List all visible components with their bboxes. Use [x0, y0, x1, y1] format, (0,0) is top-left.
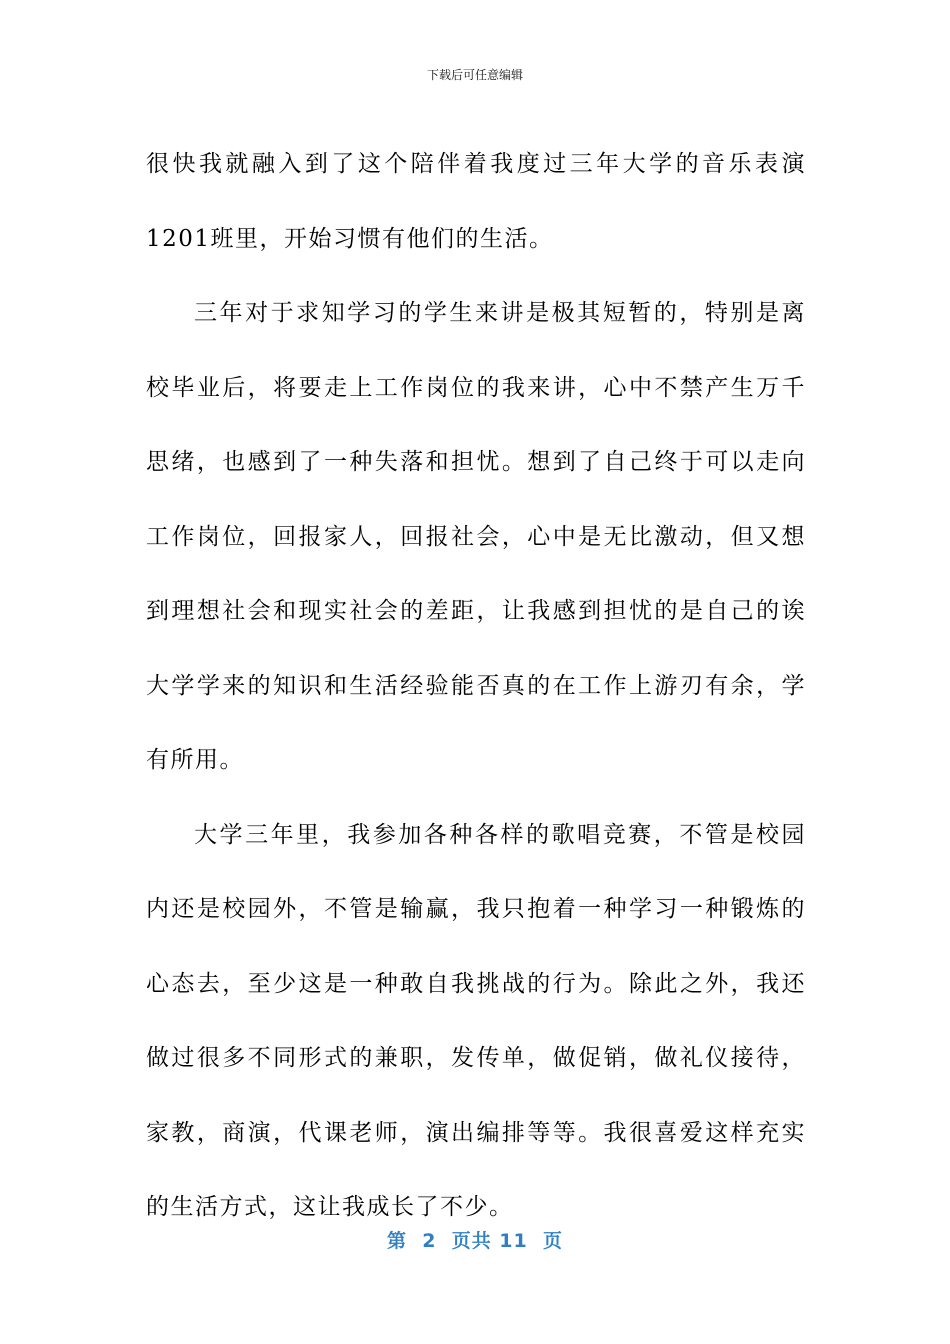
paragraph-2: 三年对于求知学习的学生来讲是极其短暂的，特别是离校毕业后，将要走上工作岗位的我来讲，心中不禁产生万千思绪，也感到了一种失落和担忧。想到了自己终于可以走向工作岗位，回报家人，回报社会，心中是无比激动，但又想到理想社会和现实社会的差距，让我感到担忧的是自己的诶大学学来的知识和生活经验能否真的在工作上游刃有余，学有所用。	[146, 300, 806, 773]
paragraph-1: 很快我就融入到了这个陪伴着我度过三年大学的音乐表演1201班里，开始习惯有他们的生活。	[146, 151, 806, 252]
paragraph-3: 大学三年里，我参加各种各样的歌唱竞赛，不管是校园内还是校园外，不管是输赢，我只抱着一种学习一种锻炼的心态去，至少这是一种敢自我挑战的行为。除此之外，我还做过很多不同形式的兼职，发传单，做促销，做礼仪接待，家教，商演，代课老师，演出编排等等。我很喜爱这样充实的生活方式，这让我成长了不少。	[146, 821, 806, 1220]
page-number-footer: 第 2 页共 11 页	[387, 1230, 563, 1252]
header-note: 下载后可任意编辑	[426, 68, 523, 82]
document-body	[146, 127, 806, 1245]
